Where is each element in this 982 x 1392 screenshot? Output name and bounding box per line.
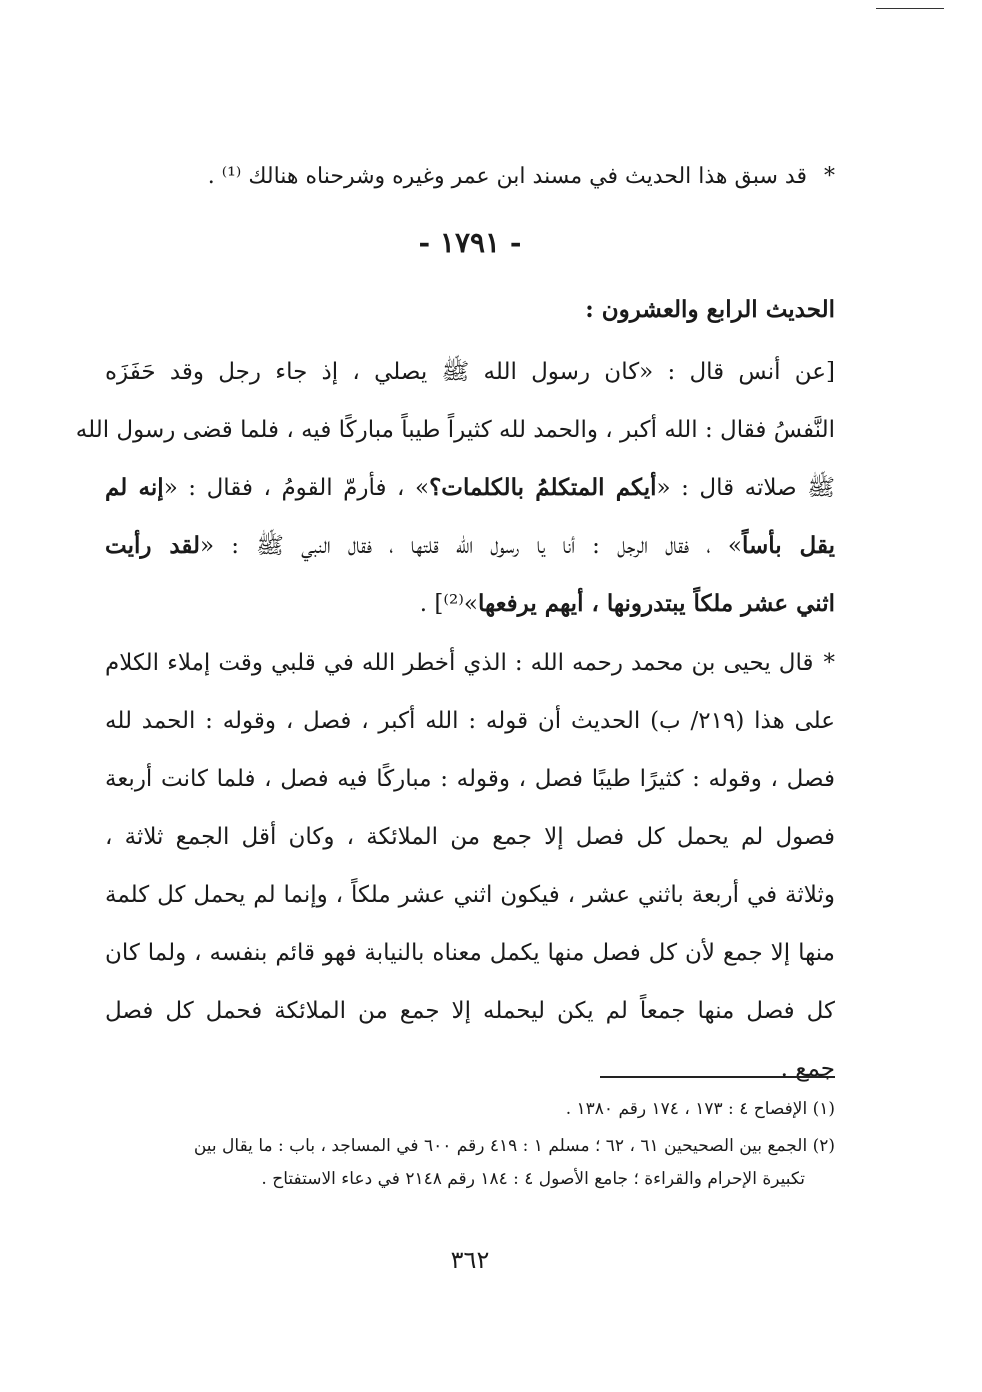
hadith-segment: » ، فأرمّ القومُ ، فقال : «: [163, 475, 430, 501]
commentary-line: فصول لم يحمل كل فصل إلا جمع من الملائكة ، وكان أقل الجمع ثلاثة ،: [105, 824, 835, 850]
hadith-quote-bold: أيكم المتكلمُ بالكلمات؟: [429, 474, 657, 501]
hadith-line: النَّفسُ فقال : الله أكبر ، والحمد لله كثيراً طيباً مباركًا فيه ، فلما قضى رسول الله: [75, 417, 835, 443]
hadith-number: - ١٧٩١ -: [418, 226, 522, 259]
star-marker: *: [824, 164, 835, 189]
hadith-segment: » ، فقال الرجل : أنا يا رسول الله قلتها ، فقال النبي ﷺ : «: [200, 533, 742, 559]
commentary-text: قال يحيى بن محمد رحمه الله : الذي أخطر الله في قلبي وقت إملاء الكلام: [105, 650, 814, 676]
hadith-line: [عن أنس قال : «كان رسول الله ﷺ يصلي ، إذ جاء رجل وقد حَفَزَه: [105, 359, 835, 385]
commentary-line: على هذا (٢١٩/ ب) الحديث أن قوله : الله أكبر ، فصل ، وقوله : الحمد لله: [105, 708, 835, 734]
hadith-segment: ﷺ صلاته قال : «: [656, 475, 835, 501]
star-marker: *: [823, 650, 835, 676]
footnote-2-continuation: تكبيرة الإحرام والقراءة ؛ جامع الأصول ٤ : ١٨٤ رقم ٢١٤٨ في دعاء الاستفتاح .: [261, 1169, 805, 1189]
intro-paragraph: [105, 160, 835, 194]
footnote-2: (٢) الجمع بين الصحيحين ٦١ ، ٦٢ ؛ مسلم ١ : ٤١٩ رقم ٦٠٠ في المساجد ، باب : ما يقال بين: [193, 1136, 835, 1156]
commentary-line: كل فصل منها جمعاً لم يكن ليحمله إلا جمع من الملائكة فحمل كل فصل: [105, 998, 835, 1024]
hadith-segment: »⁽²⁾] .: [419, 591, 478, 617]
footnote-separator: [600, 1076, 835, 1078]
hadith-line: [105, 471, 835, 505]
book-page: [75, 0, 835, 1392]
commentary-line: جمع .: [780, 1056, 835, 1082]
top-edge-rule: [876, 8, 944, 9]
hadith-line: [105, 529, 835, 563]
commentary-line: منها إلا جمع لأن كل فصل منها يكمل معناه بالنيابة فهو قائم بنفسه ، ولما كان: [105, 940, 835, 966]
section-heading: الحديث الرابع والعشرون :: [585, 296, 835, 323]
commentary-line: وثلاثة في أربعة باثني عشر ، فيكون اثني عشر ملكاً ، وإنما لم يحمل كل كلمة: [105, 882, 835, 908]
hadith-quote-bold: لقد رأيت: [105, 532, 201, 559]
intro-text: قد سبق هذا الحديث في مسند ابن عمر وغيره وشرحناه هنالك ⁽¹⁾ .: [207, 164, 807, 189]
commentary-line: [105, 646, 835, 680]
hadith-line: [105, 587, 835, 621]
footnote-1: (١) الإفصاح ٤ : ١٧٣ ، ١٧٤ رقم ١٣٨٠ .: [565, 1099, 835, 1119]
commentary-line: فصل ، وقوله : كثيرًا طيبًا فصل ، وقوله : مباركًا فيه فصل ، فلما كانت أربعة: [105, 766, 835, 792]
hadith-quote-bold: يقل بأساً: [741, 532, 835, 559]
page-number: ٣٦٢: [450, 1246, 490, 1274]
hadith-quote-bold: إنه لم: [105, 474, 164, 501]
hadith-quote-bold: اثني عشر ملكاً يبتدرونها ، أيهم يرفعها: [477, 590, 835, 617]
